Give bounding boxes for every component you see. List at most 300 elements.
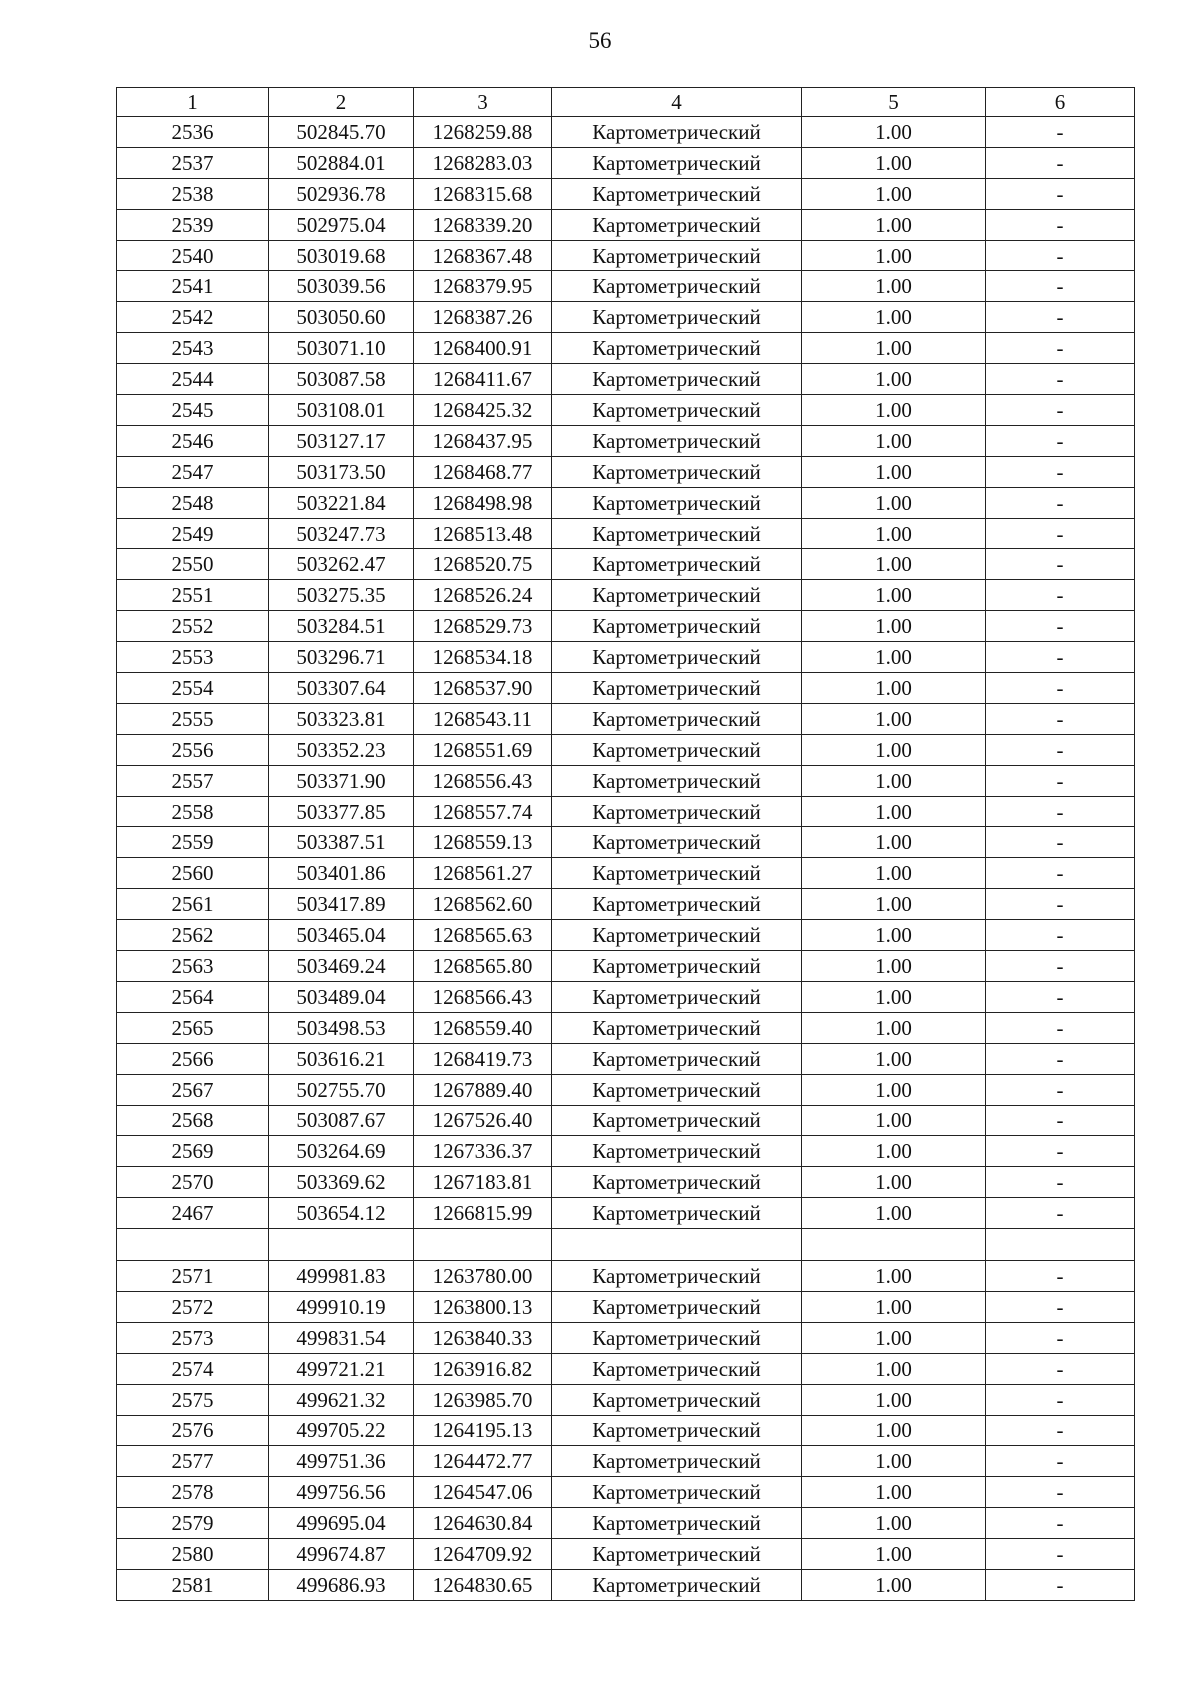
table-cell: 503221.84 bbox=[269, 487, 414, 518]
table-cell: 1.00 bbox=[802, 858, 986, 889]
table-cell: 2540 bbox=[117, 240, 269, 271]
table-cell: 2541 bbox=[117, 271, 269, 302]
table-cell: 1268411.67 bbox=[414, 364, 552, 395]
table-cell: - bbox=[986, 981, 1135, 1012]
table-cell: Картометрический bbox=[552, 858, 802, 889]
table-cell: Картометрический bbox=[552, 1291, 802, 1322]
table-cell: 1.00 bbox=[802, 920, 986, 951]
table-cell: - bbox=[986, 703, 1135, 734]
table-cell: 2567 bbox=[117, 1074, 269, 1105]
table-cell: 503377.85 bbox=[269, 796, 414, 827]
table-cell: 1268400.91 bbox=[414, 333, 552, 364]
table-cell: 503387.51 bbox=[269, 827, 414, 858]
table-row bbox=[117, 765, 1135, 796]
table-cell: 499674.87 bbox=[269, 1539, 414, 1570]
table-cell: 1264547.06 bbox=[414, 1477, 552, 1508]
table-cell: Картометрический bbox=[552, 1539, 802, 1570]
table-cell: 2571 bbox=[117, 1261, 269, 1292]
table-cell: 1.00 bbox=[802, 549, 986, 580]
table-cell: Картометрический bbox=[552, 642, 802, 673]
table-cell: 502845.70 bbox=[269, 117, 414, 148]
table-cell: 503247.73 bbox=[269, 518, 414, 549]
table-cell: 503262.47 bbox=[269, 549, 414, 580]
table-cell: - bbox=[986, 487, 1135, 518]
table-row bbox=[117, 827, 1135, 858]
table-cell: 1.00 bbox=[802, 456, 986, 487]
table-row bbox=[117, 1415, 1135, 1446]
table-cell: 1.00 bbox=[802, 364, 986, 395]
table-cell: 1.00 bbox=[802, 1136, 986, 1167]
table-cell: Картометрический bbox=[552, 951, 802, 982]
table-cell: 1266815.99 bbox=[414, 1198, 552, 1229]
table-cell: Картометрический bbox=[552, 981, 802, 1012]
table-cell: 2467 bbox=[117, 1198, 269, 1229]
table-cell: 2575 bbox=[117, 1384, 269, 1415]
table-cell: 1.00 bbox=[802, 487, 986, 518]
table-cell: Картометрический bbox=[552, 889, 802, 920]
table-cell: 1.00 bbox=[802, 1477, 986, 1508]
table-cell: 1.00 bbox=[802, 1353, 986, 1384]
table-cell: - bbox=[986, 147, 1135, 178]
table-cell: 2577 bbox=[117, 1446, 269, 1477]
table-body bbox=[117, 117, 1135, 1601]
table-cell: 1268339.20 bbox=[414, 209, 552, 240]
table-cell: 1267336.37 bbox=[414, 1136, 552, 1167]
table-cell: 1268534.18 bbox=[414, 642, 552, 673]
table-cell: - bbox=[986, 889, 1135, 920]
table-cell: - bbox=[986, 827, 1135, 858]
table-cell: 503369.62 bbox=[269, 1167, 414, 1198]
table-cell: Картометрический bbox=[552, 1261, 802, 1292]
table-cell: Картометрический bbox=[552, 1074, 802, 1105]
table-cell: Картометрический bbox=[552, 703, 802, 734]
table-row bbox=[117, 1229, 1135, 1261]
table-row bbox=[117, 703, 1135, 734]
table-row bbox=[117, 1446, 1135, 1477]
table-cell: 1.00 bbox=[802, 147, 986, 178]
table-row bbox=[117, 1322, 1135, 1353]
table-row bbox=[117, 456, 1135, 487]
table-cell: 1.00 bbox=[802, 580, 986, 611]
table-cell: 1264630.84 bbox=[414, 1508, 552, 1539]
table-cell: 1268543.11 bbox=[414, 703, 552, 734]
table-cell: 1264709.92 bbox=[414, 1539, 552, 1570]
table-cell: - bbox=[986, 1105, 1135, 1136]
table-cell: 1.00 bbox=[802, 1074, 986, 1105]
table-row bbox=[117, 1167, 1135, 1198]
table-cell: - bbox=[986, 1167, 1135, 1198]
table-cell bbox=[414, 1229, 552, 1261]
table-cell: 1263800.13 bbox=[414, 1291, 552, 1322]
table-cell: Картометрический bbox=[552, 117, 802, 148]
table-row bbox=[117, 1012, 1135, 1043]
table-cell: 502975.04 bbox=[269, 209, 414, 240]
table-cell: Картометрический bbox=[552, 333, 802, 364]
table-cell: 2566 bbox=[117, 1043, 269, 1074]
table-cell bbox=[117, 1229, 269, 1261]
table-cell: 1.00 bbox=[802, 889, 986, 920]
table-cell: 1268468.77 bbox=[414, 456, 552, 487]
table-cell: 1.00 bbox=[802, 1384, 986, 1415]
table-cell: 1268562.60 bbox=[414, 889, 552, 920]
table-cell: 1268551.69 bbox=[414, 734, 552, 765]
table-cell: Картометрический bbox=[552, 1167, 802, 1198]
table-cell: 2555 bbox=[117, 703, 269, 734]
table-cell: - bbox=[986, 1043, 1135, 1074]
table-cell: 1.00 bbox=[802, 271, 986, 302]
table-cell: Картометрический bbox=[552, 147, 802, 178]
table-cell: 1268315.68 bbox=[414, 178, 552, 209]
table-cell: Картометрический bbox=[552, 487, 802, 518]
table-cell: 1.00 bbox=[802, 209, 986, 240]
table-cell: Картометрический bbox=[552, 1043, 802, 1074]
table-cell: 2538 bbox=[117, 178, 269, 209]
table-row bbox=[117, 1353, 1135, 1384]
table-row bbox=[117, 1508, 1135, 1539]
table-cell: 503401.86 bbox=[269, 858, 414, 889]
table-cell: 2554 bbox=[117, 673, 269, 704]
table-cell: Картометрический bbox=[552, 673, 802, 704]
table-cell: 503352.23 bbox=[269, 734, 414, 765]
table-cell: 1.00 bbox=[802, 1569, 986, 1600]
table-cell: Картометрический bbox=[552, 518, 802, 549]
table-cell: 2563 bbox=[117, 951, 269, 982]
table-cell: 1263985.70 bbox=[414, 1384, 552, 1415]
table-cell: 1264195.13 bbox=[414, 1415, 552, 1446]
table-cell: 2564 bbox=[117, 981, 269, 1012]
table-cell: 1268556.43 bbox=[414, 765, 552, 796]
page-number: 56 bbox=[588, 28, 612, 53]
table-cell: 2561 bbox=[117, 889, 269, 920]
table-cell: Картометрический bbox=[552, 1136, 802, 1167]
table-cell: - bbox=[986, 1291, 1135, 1322]
table-cell: - bbox=[986, 1012, 1135, 1043]
table-cell: 1268419.73 bbox=[414, 1043, 552, 1074]
table-cell: Картометрический bbox=[552, 395, 802, 426]
table-cell: 2549 bbox=[117, 518, 269, 549]
table-cell: - bbox=[986, 240, 1135, 271]
table-cell: Картометрический bbox=[552, 240, 802, 271]
table-cell: 503108.01 bbox=[269, 395, 414, 426]
table-cell: 2547 bbox=[117, 456, 269, 487]
table-row bbox=[117, 425, 1135, 456]
table-cell: Картометрический bbox=[552, 1198, 802, 1229]
table-cell: 1.00 bbox=[802, 117, 986, 148]
table-cell: - bbox=[986, 734, 1135, 765]
table-cell: Картометрический bbox=[552, 178, 802, 209]
table-cell: - bbox=[986, 425, 1135, 456]
table-cell: 499621.32 bbox=[269, 1384, 414, 1415]
table-cell: 1268437.95 bbox=[414, 425, 552, 456]
table-row bbox=[117, 271, 1135, 302]
table-cell: 2545 bbox=[117, 395, 269, 426]
table-cell: 503323.81 bbox=[269, 703, 414, 734]
table-cell: 1267889.40 bbox=[414, 1074, 552, 1105]
table-cell: 503296.71 bbox=[269, 642, 414, 673]
table-cell: 2548 bbox=[117, 487, 269, 518]
table-cell: 1.00 bbox=[802, 611, 986, 642]
table-cell: 499756.56 bbox=[269, 1477, 414, 1508]
header-cell: 3 bbox=[414, 88, 552, 117]
table-row bbox=[117, 518, 1135, 549]
table-cell: 1268513.48 bbox=[414, 518, 552, 549]
table-cell bbox=[802, 1229, 986, 1261]
table-cell: 1.00 bbox=[802, 1198, 986, 1229]
table-cell: Картометрический bbox=[552, 580, 802, 611]
table-cell: 2539 bbox=[117, 209, 269, 240]
table-cell: 1.00 bbox=[802, 642, 986, 673]
table-cell: Картометрический bbox=[552, 1477, 802, 1508]
table-cell: 1263916.82 bbox=[414, 1353, 552, 1384]
table-cell: Картометрический bbox=[552, 611, 802, 642]
table-cell: - bbox=[986, 796, 1135, 827]
table-cell: 1268529.73 bbox=[414, 611, 552, 642]
table-cell: - bbox=[986, 580, 1135, 611]
table-cell: - bbox=[986, 1415, 1135, 1446]
table-cell: - bbox=[986, 1198, 1135, 1229]
table-cell: 503050.60 bbox=[269, 302, 414, 333]
table-row bbox=[117, 1539, 1135, 1570]
table-cell: Картометрический bbox=[552, 827, 802, 858]
table-cell: - bbox=[986, 611, 1135, 642]
table-row bbox=[117, 1569, 1135, 1600]
table-cell: - bbox=[986, 333, 1135, 364]
table-cell: Картометрический bbox=[552, 364, 802, 395]
table-cell: 2578 bbox=[117, 1477, 269, 1508]
table-cell: 503489.04 bbox=[269, 981, 414, 1012]
table-cell: 2553 bbox=[117, 642, 269, 673]
table-cell: 1.00 bbox=[802, 240, 986, 271]
table-cell: 503469.24 bbox=[269, 951, 414, 982]
table-row bbox=[117, 580, 1135, 611]
table-row bbox=[117, 889, 1135, 920]
table-cell: 1.00 bbox=[802, 796, 986, 827]
table-cell: 1268557.74 bbox=[414, 796, 552, 827]
table-cell: 2552 bbox=[117, 611, 269, 642]
coordinates-table bbox=[116, 87, 1135, 1601]
header-cell: 2 bbox=[269, 88, 414, 117]
table-cell: - bbox=[986, 1261, 1135, 1292]
table-cell: 2556 bbox=[117, 734, 269, 765]
table-cell: Картометрический bbox=[552, 1415, 802, 1446]
table-cell: 1268565.80 bbox=[414, 951, 552, 982]
table-row bbox=[117, 1105, 1135, 1136]
table-cell: - bbox=[986, 364, 1135, 395]
table-cell bbox=[986, 1229, 1135, 1261]
table-cell: Картометрический bbox=[552, 302, 802, 333]
table-cell: Картометрический bbox=[552, 796, 802, 827]
table-cell: 1268565.63 bbox=[414, 920, 552, 951]
table-cell: 1.00 bbox=[802, 981, 986, 1012]
table-cell bbox=[552, 1229, 802, 1261]
table-cell: Картометрический bbox=[552, 209, 802, 240]
table-cell: 1268537.90 bbox=[414, 673, 552, 704]
table-cell: 503087.58 bbox=[269, 364, 414, 395]
table-cell: 1.00 bbox=[802, 1291, 986, 1322]
table-cell: 499831.54 bbox=[269, 1322, 414, 1353]
table-cell: 1.00 bbox=[802, 827, 986, 858]
table-cell: 1267526.40 bbox=[414, 1105, 552, 1136]
table-cell: 2562 bbox=[117, 920, 269, 951]
table-cell: - bbox=[986, 518, 1135, 549]
table-cell: 1264830.65 bbox=[414, 1569, 552, 1600]
table-cell: - bbox=[986, 951, 1135, 982]
table-cell: 1.00 bbox=[802, 673, 986, 704]
table-row bbox=[117, 1384, 1135, 1415]
table-cell: 503307.64 bbox=[269, 673, 414, 704]
table-cell: 1.00 bbox=[802, 703, 986, 734]
table-cell: 2572 bbox=[117, 1291, 269, 1322]
table-cell: 1.00 bbox=[802, 178, 986, 209]
table-cell: Картометрический bbox=[552, 1446, 802, 1477]
table-row bbox=[117, 1477, 1135, 1508]
table-cell: - bbox=[986, 1353, 1135, 1384]
table-cell: 1.00 bbox=[802, 1322, 986, 1353]
table-cell: 499751.36 bbox=[269, 1446, 414, 1477]
table-row bbox=[117, 1043, 1135, 1074]
table-row bbox=[117, 364, 1135, 395]
table-cell: 2560 bbox=[117, 858, 269, 889]
table-row bbox=[117, 333, 1135, 364]
table-cell: 2574 bbox=[117, 1353, 269, 1384]
table-cell: - bbox=[986, 1384, 1135, 1415]
table-row bbox=[117, 209, 1135, 240]
table-cell: 2546 bbox=[117, 425, 269, 456]
table-cell: 502755.70 bbox=[269, 1074, 414, 1105]
table-cell: 2537 bbox=[117, 147, 269, 178]
table-row bbox=[117, 1136, 1135, 1167]
table-cell: 1268387.26 bbox=[414, 302, 552, 333]
table-cell: 2573 bbox=[117, 1322, 269, 1353]
table-cell: 2558 bbox=[117, 796, 269, 827]
table-cell: 2581 bbox=[117, 1569, 269, 1600]
table-cell: 2580 bbox=[117, 1539, 269, 1570]
table-row bbox=[117, 796, 1135, 827]
table-cell: - bbox=[986, 395, 1135, 426]
table-cell: 1.00 bbox=[802, 951, 986, 982]
table-cell: Картометрический bbox=[552, 765, 802, 796]
table-cell: 1.00 bbox=[802, 1261, 986, 1292]
table-row bbox=[117, 951, 1135, 982]
header-cell: 5 bbox=[802, 88, 986, 117]
table-cell: 499686.93 bbox=[269, 1569, 414, 1600]
table-cell: 1.00 bbox=[802, 333, 986, 364]
table-cell: 1263780.00 bbox=[414, 1261, 552, 1292]
table-cell: Картометрический bbox=[552, 1012, 802, 1043]
table-cell: 2536 bbox=[117, 117, 269, 148]
table-cell: Картометрический bbox=[552, 1353, 802, 1384]
table-cell: 503264.69 bbox=[269, 1136, 414, 1167]
table-cell: 1.00 bbox=[802, 765, 986, 796]
table-cell bbox=[269, 1229, 414, 1261]
table-cell: 1263840.33 bbox=[414, 1322, 552, 1353]
table-cell: 1.00 bbox=[802, 1539, 986, 1570]
table-cell: 503465.04 bbox=[269, 920, 414, 951]
table-row bbox=[117, 549, 1135, 580]
table-row bbox=[117, 1291, 1135, 1322]
table-cell: 1268559.13 bbox=[414, 827, 552, 858]
table-cell: Картометрический bbox=[552, 920, 802, 951]
table-cell: 499721.21 bbox=[269, 1353, 414, 1384]
table-cell: 503087.67 bbox=[269, 1105, 414, 1136]
table-cell: 1268283.03 bbox=[414, 147, 552, 178]
table-cell: 503071.10 bbox=[269, 333, 414, 364]
table-cell: Картометрический bbox=[552, 1508, 802, 1539]
table-cell: 503417.89 bbox=[269, 889, 414, 920]
table-cell: - bbox=[986, 1477, 1135, 1508]
table-cell: 499981.83 bbox=[269, 1261, 414, 1292]
table-cell: 2565 bbox=[117, 1012, 269, 1043]
table-cell: - bbox=[986, 1322, 1135, 1353]
table-cell: 1268559.40 bbox=[414, 1012, 552, 1043]
table-cell: 1268379.95 bbox=[414, 271, 552, 302]
table-cell: 1268498.98 bbox=[414, 487, 552, 518]
table-cell: 1.00 bbox=[802, 1043, 986, 1074]
header-cell: 1 bbox=[117, 88, 269, 117]
table-cell: 503616.21 bbox=[269, 1043, 414, 1074]
table-cell: 2544 bbox=[117, 364, 269, 395]
table-cell: - bbox=[986, 209, 1135, 240]
table-cell: 1268367.48 bbox=[414, 240, 552, 271]
table-row bbox=[117, 1074, 1135, 1105]
table-cell: 503173.50 bbox=[269, 456, 414, 487]
table-cell: Картометрический bbox=[552, 1569, 802, 1600]
table-row bbox=[117, 240, 1135, 271]
table-row bbox=[117, 673, 1135, 704]
table-cell: 1.00 bbox=[802, 1415, 986, 1446]
table-cell: Картометрический bbox=[552, 425, 802, 456]
table-cell: 1.00 bbox=[802, 734, 986, 765]
table-cell: 2579 bbox=[117, 1508, 269, 1539]
table-row bbox=[117, 117, 1135, 148]
table-cell: 1.00 bbox=[802, 1105, 986, 1136]
table-cell: 2550 bbox=[117, 549, 269, 580]
table-row bbox=[117, 395, 1135, 426]
table-cell: 1264472.77 bbox=[414, 1446, 552, 1477]
table-cell: - bbox=[986, 1074, 1135, 1105]
table-cell: - bbox=[986, 858, 1135, 889]
table-cell: 2569 bbox=[117, 1136, 269, 1167]
table-cell: 503039.56 bbox=[269, 271, 414, 302]
table-row bbox=[117, 920, 1135, 951]
table-cell: - bbox=[986, 1508, 1135, 1539]
table-cell: 499910.19 bbox=[269, 1291, 414, 1322]
table-row bbox=[117, 734, 1135, 765]
table-cell: 1267183.81 bbox=[414, 1167, 552, 1198]
table-cell: 503654.12 bbox=[269, 1198, 414, 1229]
table-cell: 1268259.88 bbox=[414, 117, 552, 148]
table-cell: Картометрический bbox=[552, 271, 802, 302]
table-cell: Картометрический bbox=[552, 1322, 802, 1353]
table-row bbox=[117, 858, 1135, 889]
table-cell: Картометрический bbox=[552, 1384, 802, 1415]
table-cell: 1.00 bbox=[802, 518, 986, 549]
table-cell: 1.00 bbox=[802, 395, 986, 426]
table-cell: 2570 bbox=[117, 1167, 269, 1198]
table-cell: - bbox=[986, 302, 1135, 333]
table-cell: 2576 bbox=[117, 1415, 269, 1446]
table-cell: Картометрический bbox=[552, 456, 802, 487]
table-cell: 1.00 bbox=[802, 1446, 986, 1477]
table-row bbox=[117, 981, 1135, 1012]
table-cell: 503371.90 bbox=[269, 765, 414, 796]
table-cell: 1268425.32 bbox=[414, 395, 552, 426]
table-row bbox=[117, 147, 1135, 178]
table-cell: 1.00 bbox=[802, 1167, 986, 1198]
table-cell: 503275.35 bbox=[269, 580, 414, 611]
table-cell: 1.00 bbox=[802, 302, 986, 333]
table-cell: 1.00 bbox=[802, 425, 986, 456]
